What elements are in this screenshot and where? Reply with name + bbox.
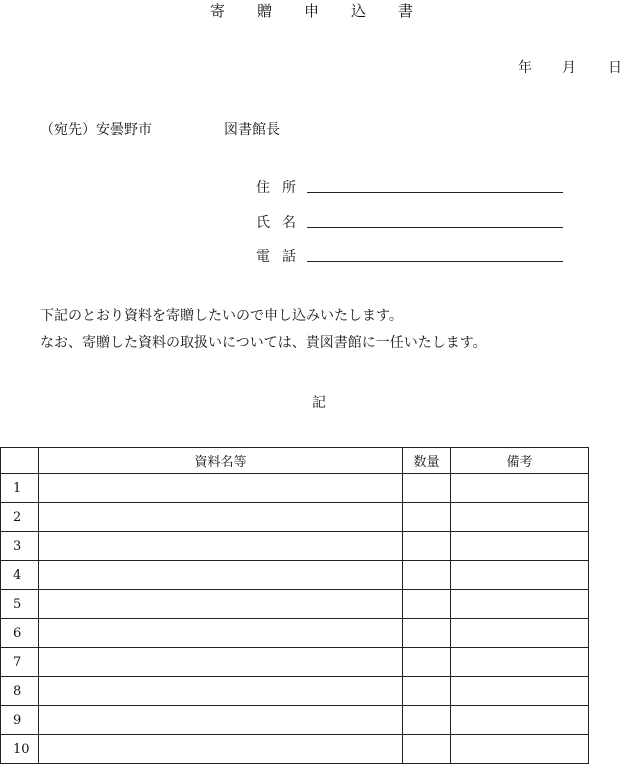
row-number: 1 — [1, 474, 39, 503]
notes-cell[interactable] — [451, 532, 589, 561]
title-char: 込 — [351, 2, 367, 20]
quantity-cell[interactable] — [403, 590, 451, 619]
body-line-2: なお、寄贈した資料の取扱いについては、貴図書館に一任いたします。 — [40, 335, 487, 351]
quantity-cell[interactable] — [403, 735, 451, 764]
quantity-cell[interactable] — [403, 619, 451, 648]
document-title — [210, 0, 445, 21]
notes-cell[interactable] — [451, 706, 589, 735]
header-item-name: 資料名等 — [39, 448, 403, 474]
quantity-cell[interactable] — [403, 706, 451, 735]
notes-cell[interactable] — [451, 561, 589, 590]
notes-cell[interactable] — [451, 648, 589, 677]
table-row — [1, 735, 589, 764]
header-quantity: 数量 — [403, 448, 451, 474]
title-char: 申 — [304, 2, 320, 20]
item-name-cell[interactable] — [39, 561, 403, 590]
notes-cell[interactable] — [451, 590, 589, 619]
table-row — [1, 619, 589, 648]
title-char: 寄 — [210, 2, 226, 20]
notes-cell[interactable] — [451, 619, 589, 648]
row-number: 6 — [1, 619, 39, 648]
item-name-cell[interactable] — [39, 532, 403, 561]
name-label-row — [256, 212, 308, 232]
title-char: 書 — [398, 2, 414, 20]
table-row — [1, 532, 589, 561]
table-row — [1, 677, 589, 706]
quantity-cell[interactable] — [403, 561, 451, 590]
table-row — [1, 648, 589, 677]
table-row — [1, 561, 589, 590]
addressee-prefix: （宛先）安曇野市 — [40, 122, 152, 138]
row-number: 3 — [1, 532, 39, 561]
row-number: 8 — [1, 677, 39, 706]
table-row — [1, 706, 589, 735]
phone-label: 電話 — [256, 249, 308, 265]
row-number: 2 — [1, 503, 39, 532]
quantity-cell[interactable] — [403, 503, 451, 532]
table-header-row — [1, 448, 589, 474]
item-name-cell[interactable] — [39, 648, 403, 677]
header-number — [1, 448, 39, 474]
row-number: 4 — [1, 561, 39, 590]
row-number: 5 — [1, 590, 39, 619]
address-label: 住所 — [256, 180, 308, 196]
row-number: 7 — [1, 648, 39, 677]
date-day: 日 — [608, 60, 622, 76]
quantity-cell[interactable] — [403, 677, 451, 706]
item-name-cell[interactable] — [39, 619, 403, 648]
row-number: 10 — [1, 735, 39, 764]
row-number: 9 — [1, 706, 39, 735]
item-name-cell[interactable] — [39, 735, 403, 764]
title-char: 贈 — [257, 2, 273, 20]
item-name-cell[interactable] — [39, 474, 403, 503]
name-label: 氏名 — [256, 215, 308, 231]
item-name-cell[interactable] — [39, 503, 403, 532]
table-row — [1, 503, 589, 532]
notes-cell[interactable] — [451, 677, 589, 706]
item-name-cell[interactable] — [39, 706, 403, 735]
table-row — [1, 590, 589, 619]
name-field[interactable] — [307, 227, 563, 228]
notes-cell[interactable] — [451, 503, 589, 532]
body-line-1: 下記のとおり資料を寄贈したいので申し込みいたします。 — [40, 308, 403, 324]
date-line — [518, 57, 622, 77]
item-name-cell[interactable] — [39, 677, 403, 706]
items-table — [0, 447, 589, 764]
phone-label-row — [256, 246, 308, 266]
quantity-cell[interactable] — [403, 532, 451, 561]
address-field[interactable] — [307, 192, 563, 193]
table-row — [1, 474, 589, 503]
quantity-cell[interactable] — [403, 474, 451, 503]
addressee-recipient: 図書館長 — [224, 122, 280, 138]
quantity-cell[interactable] — [403, 648, 451, 677]
address-label-row — [256, 177, 308, 197]
item-name-cell[interactable] — [39, 590, 403, 619]
ki-heading: 記 — [312, 395, 326, 411]
notes-cell[interactable] — [451, 735, 589, 764]
date-month: 月 — [562, 60, 576, 76]
phone-field[interactable] — [307, 261, 563, 262]
notes-cell[interactable] — [451, 474, 589, 503]
addressee — [40, 119, 280, 139]
header-notes: 備考 — [451, 448, 589, 474]
date-year: 年 — [518, 60, 532, 76]
